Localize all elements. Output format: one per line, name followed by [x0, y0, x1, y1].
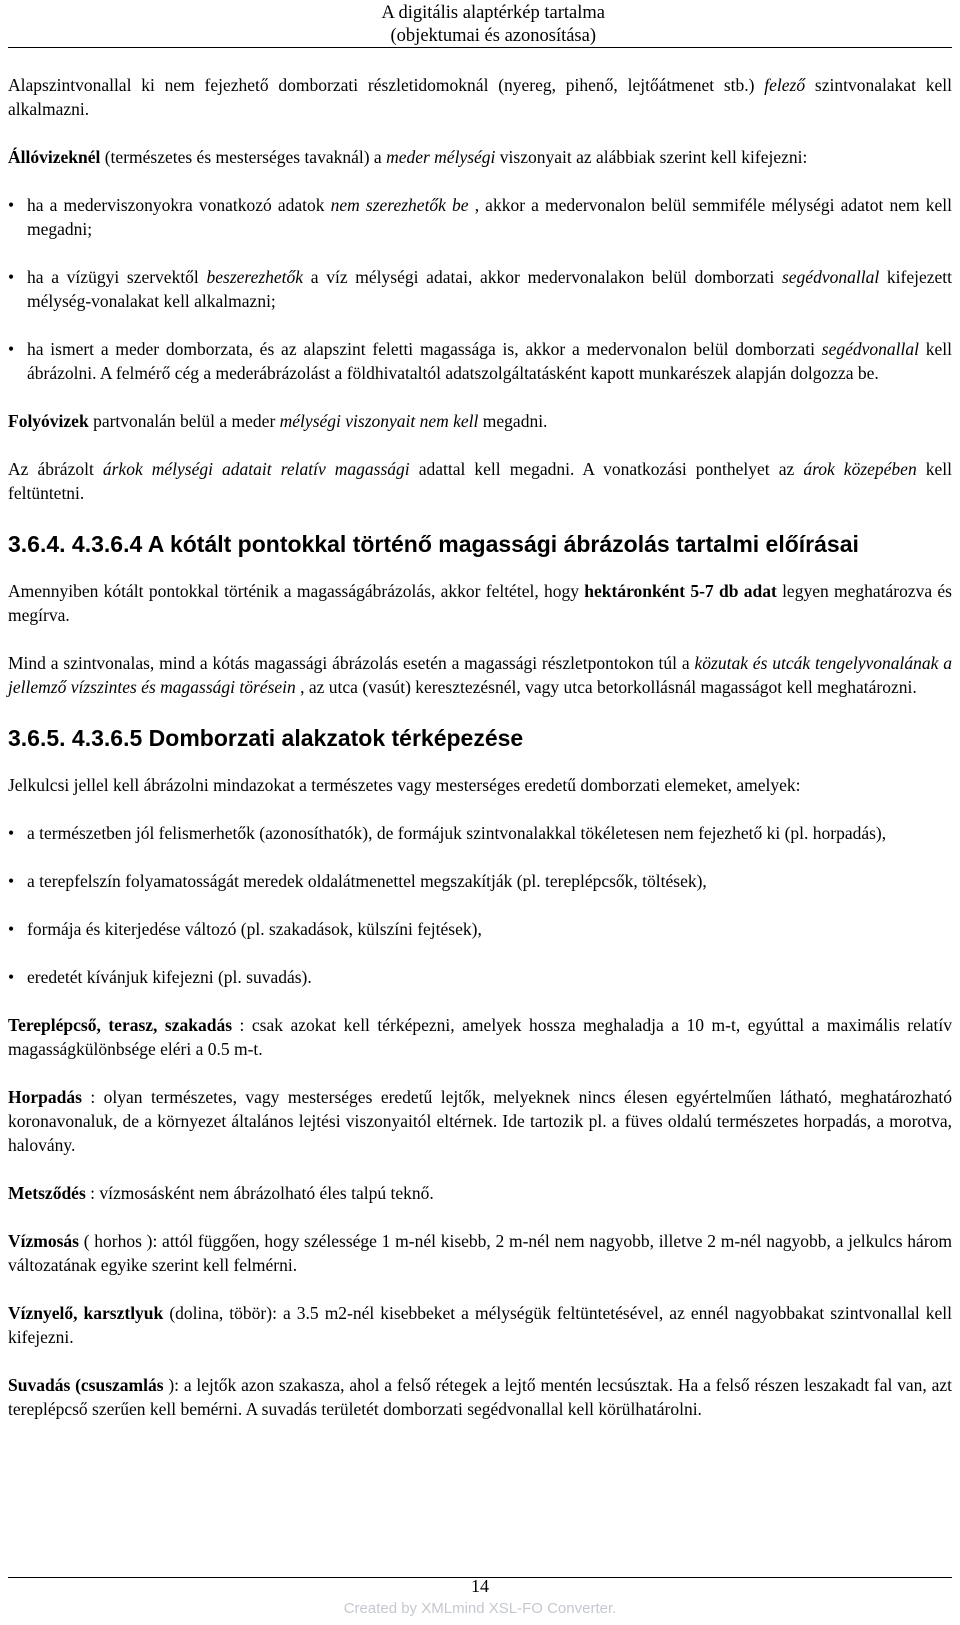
list-item — [8, 917, 952, 941]
header-title-line1: A digitális alaptérkép tartalma — [381, 3, 605, 23]
text: , az utca (vasút) keresztezésnél, vagy utca betorkollásnál magasságot kell meghatározni. — [295, 677, 917, 697]
list-item — [8, 193, 952, 241]
page-header — [0, 0, 960, 50]
text: : olyan természetes, vagy mesterséges eredetű lejtők, melyeknek nincs élesen egyértelműen látható, meghatározható koronavonaluk, de a környezet általános lejtési viszonyaitól eltérnek. Ide tartozik pl. a füves oldalú természetes horpadás, a morotva, halovány. — [8, 1087, 952, 1155]
bullet-icon: • — [8, 919, 15, 939]
paragraph-szintvonalas — [8, 651, 952, 699]
header-title-line2: (objektumai és azonosítása) — [390, 26, 597, 46]
text: ha ismert a meder domborzata, és az alapszint feletti magassága is, akkor a medervonalon belül domborzati — [27, 339, 822, 359]
text: formája és kiterjedése változó (pl. szakadások, külszíni fejtések), — [27, 919, 482, 939]
text: adattal kell megadni. A vonatkozási ponthelyet az — [409, 459, 804, 479]
bold-term: hektáronként 5-7 db adat — [584, 581, 777, 601]
creator-watermark: Created by XMLmind XSL-FO Converter. — [343, 1600, 617, 1617]
text: ( horhos ): attól függően, hogy szélessége 1 m-nél kisebb, 2 m-nél nem nagyobb, illetve 2 m-nél nagyobb, a jelkulcs három változatának egyike szerint kell felmérni. — [8, 1231, 952, 1275]
text: viszonyait az alábbiak szerint kell kifejezni: — [495, 147, 808, 167]
text: eredetét kívánjuk kifejezni (pl. suvadás). — [27, 967, 312, 987]
bold-term: Metsződés — [8, 1183, 86, 1203]
bold-term: Tereplépcső, terasz, szakadás — [8, 1015, 233, 1035]
list-item — [8, 265, 952, 313]
paragraph-jelkulcsi: Jelkulcsi jellel kell ábrázolni mindazokat a természetes vagy mesterséges eredetű domborzati elemeket, amelyek: — [8, 775, 801, 795]
section-heading-kotalt-pontok: 3.6.4. 4.3.6.4 A kótált pontokkal történő magassági ábrázolás tartalmi előírásai — [8, 531, 859, 557]
text: szintvonalakat kell alkalmazni. — [8, 75, 952, 119]
paragraph-metszodes — [8, 1181, 952, 1205]
text: a víz mélységi adatai, akkor medervonalakon belül domborzati — [303, 267, 782, 287]
paragraph-suvadas — [8, 1373, 952, 1421]
paragraph-tereplepcso — [8, 1013, 952, 1061]
paragraph-viznyelo — [8, 1301, 952, 1349]
text: kell ábrázolni. A felmérő cég a mederábrázolást a földhivataltól adatszolgáltatásként kapott munkarészek alapján dolgozza be. — [27, 339, 953, 383]
italic-text: meder mélységi — [386, 147, 496, 167]
italic-text: segédvonallal — [781, 267, 880, 287]
text: a természetben jól felismerhetők (azonosíthatók), de formájuk szintvonalakkal tökéletesen nem fejezhető ki (pl. horpadás), — [27, 823, 887, 843]
text: (dolina, töbör): a 3.5 m2-nél kisebbeket a mélységük feltüntetésével, az ennél nagyobbakat szintvonallal kell kifejezni. — [8, 1303, 952, 1347]
text: Amennyiben kótált pontokkal történik a magasságábrázolás, akkor feltétel, hogy — [8, 581, 585, 601]
text: megadni. — [478, 411, 548, 431]
header-rule — [8, 47, 952, 48]
text: ): a lejtők azon szakasza, ahol a felső rétegek a lejtő mentén lecsúsztak. Ha a felső részen leszakadt fal van, azt tereplépcső szerűen kell bemérni. A suvadás területét domborzati segédvonallal kell körülhatárolni. — [8, 1375, 953, 1419]
text: ha a vízügyi szervektől — [27, 267, 207, 287]
bullet-icon: • — [8, 195, 15, 215]
italic-text: mélységi viszonyait nem kell — [279, 411, 479, 431]
bold-term: Vízmosás — [8, 1231, 79, 1251]
bold-term: Horpadás — [8, 1087, 82, 1107]
italic-text: nem szerezhetők be — [330, 195, 469, 215]
page-number: 14 — [471, 1576, 489, 1596]
bold-term: Állóvizeknél — [8, 147, 101, 167]
list-item — [8, 869, 952, 893]
text: : vízmosásként nem ábrázolható éles talpú teknő. — [85, 1183, 434, 1203]
bold-term: Folyóvizek — [8, 411, 89, 431]
text: partvonalán belül a meder — [88, 411, 280, 431]
italic-text: beszerezhetők — [206, 267, 304, 287]
list-item — [8, 821, 952, 845]
italic-text: árkok mélységi adatait relatív magassági — [102, 459, 410, 479]
italic-text: árok közepében — [803, 459, 917, 479]
header-title — [382, 2, 605, 48]
bullet-icon: • — [8, 871, 15, 891]
bullet-icon: • — [8, 339, 15, 359]
text: kifejezett mélység-vonalakat kell alkalmazni; — [27, 267, 952, 311]
paragraph-allovizek — [8, 145, 952, 169]
text: Alapszintvonallal ki nem fejezhető domborzati részletidomoknál (nyereg, pihenő, lejtőátmenet stb.) — [8, 75, 765, 95]
paragraph-horpadas — [8, 1085, 952, 1157]
text: a terepfelszín folyamatosságát meredek oldalátmenettel megszakítják (pl. tereplépcsők, töltések), — [27, 871, 707, 891]
paragraph-hektaronkent — [8, 579, 952, 627]
bold-term: Víznyelő, karsztlyuk — [8, 1303, 164, 1323]
text: Mind a szintvonalas, mind a kótás magassági ábrázolás esetén a magassági részletpontokon túl a — [8, 653, 695, 673]
paragraph-folyovizek — [8, 409, 952, 433]
list-item — [8, 337, 952, 385]
italic-text: közutak és utcák tengelyvonalának a jellemző vízszintes és magassági törésein — [8, 653, 952, 697]
text: : csak azokat kell térképezni, amelyek hossza meghaladja a 10 m-t, egyúttal a maximális relatív magasságkülönbsége eléri a 0.5 m-t. — [8, 1015, 952, 1059]
section-heading-domborzati-alakzatok: 3.6.5. 4.3.6.5 Domborzati alakzatok térképezése — [8, 725, 524, 751]
paragraph-felezo — [8, 73, 952, 121]
list-item — [8, 965, 952, 989]
paragraph-arkok — [8, 457, 952, 505]
italic-text: segédvonallal — [821, 339, 919, 359]
bullet-icon: • — [8, 267, 15, 287]
text: Az ábrázolt — [8, 459, 103, 479]
bullet-icon: • — [8, 967, 15, 987]
text: legyen meghatározva és megírva. — [8, 581, 952, 625]
text: (természetes és mesterséges tavaknál) a — [100, 147, 387, 167]
text: , akkor a medervonalon belül semmiféle mélységi adatot nem kell megadni; — [27, 195, 952, 239]
bullet-icon: • — [8, 823, 15, 843]
paragraph-vizmosas — [8, 1229, 952, 1277]
text: kell feltüntetni. — [8, 459, 953, 503]
text: ha a mederviszonyokra vonatkozó adatok — [27, 195, 331, 215]
bold-term: Suvadás (csuszamlás — [8, 1375, 164, 1395]
document-body — [8, 73, 952, 1445]
italic-text: felező — [764, 75, 806, 95]
